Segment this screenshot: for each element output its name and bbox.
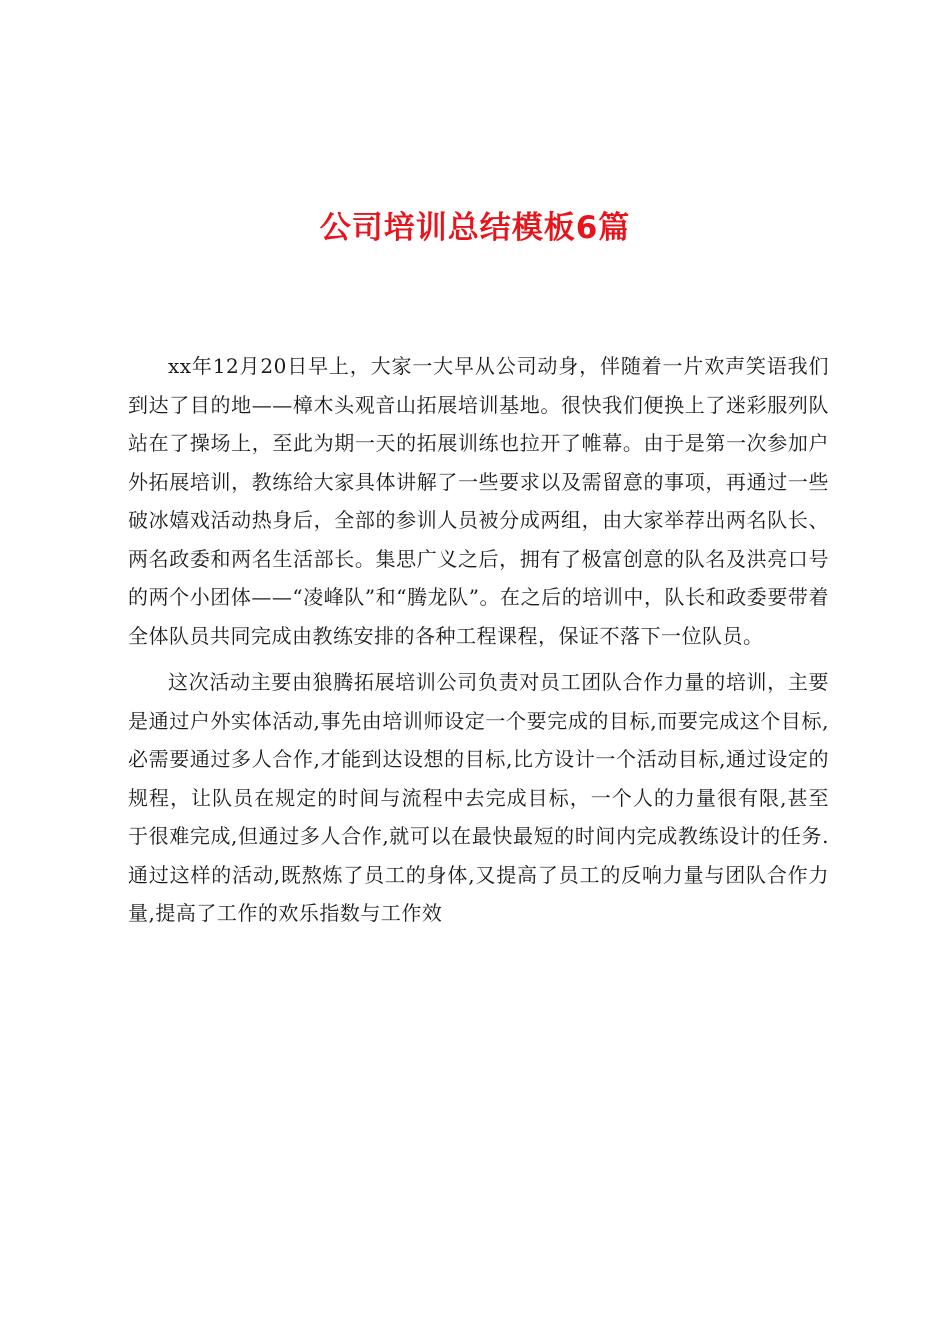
- paragraph-2: 这次活动主要由狼腾拓展培训公司负责对员工团队合作力量的培训，主要是通过户外实体活动,事先由培训师设定一个要完成的目标,而要完成这个目标,必需要通过多人合作,才能到达设想的目标,比方设计一个活动目标,通过设定的规程，让队员在规定的时间与流程中去完成目标，一个人的力量很有限,甚至于很难完成,但通过多人合作,就可以在最快最短的时间内完成教练设计的任务.通过这样的活动,既熬炼了员工的身体,又提高了员工的反响力量与团队合作力量,提高了工作的欢乐指数与工作效: [128, 670, 829, 925]
- paragraph-1: xx年12月20日早上，大家一大早从公司动身，伴随着一片欢声笑语我们到达了目的地——樟木头观音山拓展培训基地。很快我们便换上了迷彩服列队站在了操场上，至此为期一天的拓展训练也拉开了帷幕。由于是第一次参加户外拓展培训，教练给大家具体讲解了一些要求以及需留意的事项，再通过一些破冰嬉戏活动热身后，全部的参训人员被分成两组，由大家举荐出两名队长、两名政委和两名生活部长。集思广义之后，拥有了极富创意的队名及洪亮口号的两个小团体——“凌峰队”和“腾龙队”。在之后的培训中，队长和政委要带着全体队员共同完成由教练安排的各种工程课程，保证不落下一位队员。: [128, 354, 829, 648]
- document-title: 公司培训总结模板6篇: [319, 209, 631, 246]
- document-body: [128, 347, 829, 941]
